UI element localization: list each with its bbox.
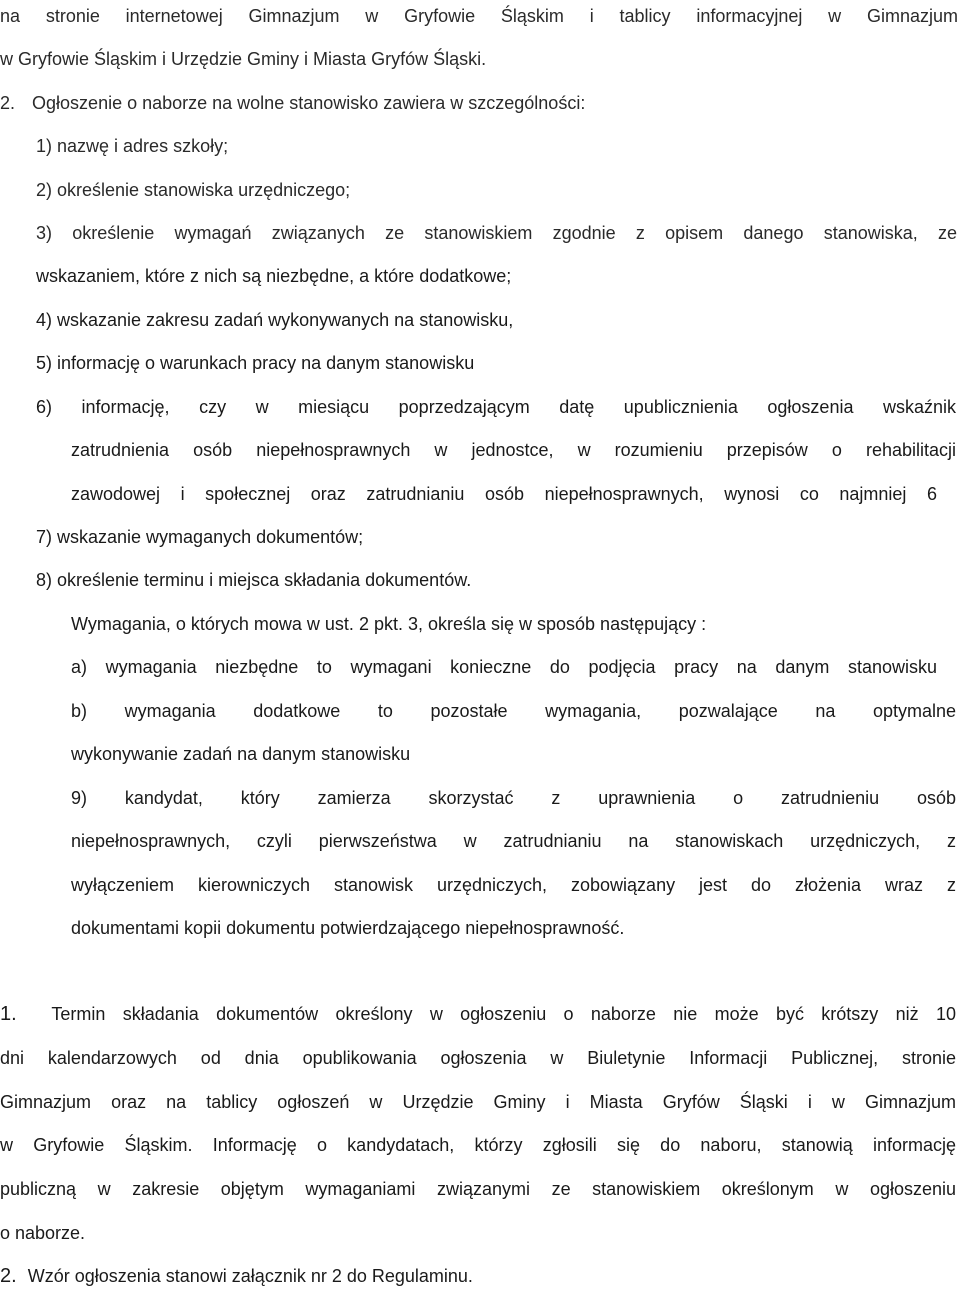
- section-1-line-2: dni kalendarzowych od dnia opublikowania ogłoszenia w Biuletynie Informacji Publicznej, stronie: [0, 1048, 956, 1068]
- paragraph-2-text: Ogłoszenie o naborze na wolne stanowisko zawiera w szczególności:: [32, 93, 586, 113]
- intro-line-1: na stronie internetowej Gimnazjum w Gryfowie Śląskim i tablicy informacyjnej w Gimnazjum: [0, 6, 958, 26]
- paragraph-2: [0, 91, 585, 115]
- item-7: 7) wskazanie wymaganych dokumentów;: [36, 527, 364, 547]
- item-9-line-1: 9) kandydat, który zamierza skorzystać z uprawnienia o zatrudnieniu osób: [71, 788, 956, 808]
- item-6-line-3: zawodowej i społecznej oraz zatrudnianiu osób niepełnosprawnych, wynosi co najmniej 6: [71, 484, 937, 504]
- item-3-line-1: 3) określenie wymagań związanych ze stanowiskiem zgodnie z opisem danego stanowiska, ze: [36, 223, 957, 243]
- requirement-b-line-2: wykonywanie zadań na danym stanowisku: [71, 744, 411, 764]
- requirements-intro: Wymagania, o których mowa w ust. 2 pkt. 3, określa się w sposób następujący :: [71, 614, 707, 634]
- item-2: 2) określenie stanowiska urzędniczego;: [36, 180, 351, 200]
- section-2-number: 2.: [0, 1265, 17, 1287]
- paragraph-2-number: 2.: [0, 93, 16, 113]
- item-6-line-1: 6) informację, czy w miesiącu poprzedzającym datę upublicznienia ogłoszenia wskaźnik: [36, 397, 956, 417]
- intro-line-2: w Gryfowie Śląskim i Urzędzie Gminy i Miasta Gryfów Śląski.: [0, 49, 487, 69]
- item-1: 1) nazwę i adres szkoły;: [36, 136, 229, 156]
- item-9-line-3: wyłączeniem kierowniczych stanowisk urzędniczych, zobowiązany jest do złożenia wraz z: [71, 875, 956, 895]
- requirement-a: a) wymagania niezbędne to wymagani konieczne do podjęcia pracy na danym stanowisku: [71, 657, 937, 677]
- item-4: 4) wskazanie zakresu zadań wykonywanych na stanowisku,: [36, 310, 514, 330]
- item-6-line-2: zatrudnienia osób niepełnosprawnych w jednostce, w rozumieniu przepisów o rehabilitacji: [71, 440, 956, 460]
- item-9-line-4: dokumentami kopii dokumentu potwierdzającego niepełnosprawność.: [71, 918, 625, 938]
- item-3-line-2: wskazaniem, które z nich są niezbędne, a które dodatkowe;: [36, 266, 512, 286]
- section-1-line-1: [0, 1002, 956, 1026]
- section-2-text: Wzór ogłoszenia stanowi załącznik nr 2 do Regulaminu.: [27, 1266, 473, 1286]
- section-1-number: 1.: [0, 1003, 17, 1025]
- item-5: 5) informację o warunkach pracy na danym stanowisku: [36, 353, 475, 373]
- section-1-line-6: o naborze.: [0, 1223, 86, 1243]
- section-1-line-5: publiczną w zakresie objętym wymaganiami związanymi ze stanowiskiem określonym w ogłoszeniu: [0, 1179, 956, 1199]
- section-2: [0, 1264, 473, 1288]
- item-8: 8) określenie terminu i miejsca składania dokumentów.: [36, 570, 472, 590]
- section-1-line-3: Gimnazjum oraz na tablicy ogłoszeń w Urzędzie Gminy i Miasta Gryfów Śląski i w Gimnazjum: [0, 1092, 956, 1112]
- section-1-line-4: w Gryfowie Śląskim. Informację o kandydatach, którzy zgłosili się do naboru, stanowią informację: [0, 1135, 956, 1155]
- section-1-line-1-text: Termin składania dokumentów określony w ogłoszeniu o naborze nie może być krótszy niż 10: [51, 1004, 956, 1024]
- item-9-line-2: niepełnosprawnych, czyli pierwszeństwa w zatrudnianiu na stanowiskach urzędniczych, z: [71, 831, 956, 851]
- requirement-b-line-1: b) wymagania dodatkowe to pozostałe wymagania, pozwalające na optymalne: [71, 701, 956, 721]
